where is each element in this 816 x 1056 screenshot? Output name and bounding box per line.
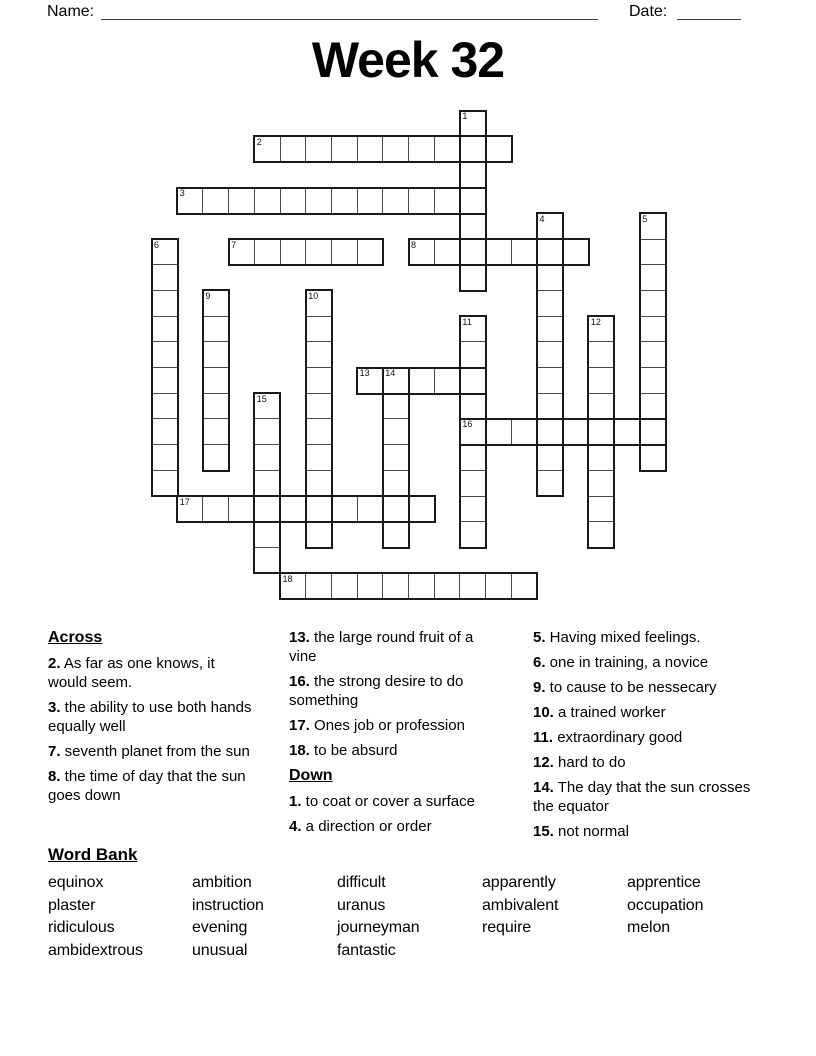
cell-number: 7 <box>231 239 237 250</box>
clue-item: 12. hard to do <box>533 754 626 771</box>
grid-cell[interactable] <box>202 367 229 394</box>
clue-item: 17. Ones job or profession <box>289 717 465 734</box>
grid-cell[interactable] <box>382 187 409 214</box>
grid-cell[interactable] <box>588 470 615 497</box>
grid-cell[interactable] <box>357 136 384 163</box>
cell-number: 5 <box>642 213 648 224</box>
word-bank-word: occupation <box>627 896 704 914</box>
word-bank-word: apparently <box>482 874 556 891</box>
grid-cell[interactable] <box>254 444 281 471</box>
grid-cell[interactable] <box>202 290 229 317</box>
grid-cell[interactable] <box>305 418 332 445</box>
grid-cell[interactable] <box>537 393 564 420</box>
grid-cell[interactable] <box>280 573 307 600</box>
word-bank-word: uranus <box>337 896 386 914</box>
clues-section-header: Across <box>48 629 103 646</box>
clue-number: 5. <box>533 629 546 646</box>
grid-cell[interactable] <box>151 367 178 394</box>
grid-cell[interactable] <box>537 444 564 471</box>
grid-cell[interactable] <box>459 418 486 445</box>
cell-number: 16 <box>462 419 473 430</box>
word-bank-word: fantastic <box>337 941 396 959</box>
word-bank-word: journeyman <box>337 919 420 937</box>
grid-cell[interactable] <box>459 367 486 394</box>
grid-cell[interactable] <box>511 418 538 445</box>
grid-cell[interactable] <box>151 316 178 343</box>
grid-cell[interactable] <box>151 444 178 471</box>
grid-cell[interactable] <box>305 341 332 368</box>
grid-cell[interactable] <box>537 470 564 497</box>
grid-cell[interactable] <box>485 573 512 600</box>
grid-cell[interactable] <box>254 470 281 497</box>
cell-number: 10 <box>308 290 319 301</box>
grid-cell[interactable] <box>254 136 281 163</box>
date-line[interactable] <box>677 1 741 20</box>
word-bank-word: ambivalent <box>482 896 559 914</box>
grid-cell[interactable] <box>382 393 409 420</box>
grid-cell[interactable] <box>434 573 461 600</box>
grid-cell[interactable] <box>357 367 384 394</box>
word-bank-word: plaster <box>48 896 96 914</box>
cell-number: 11 <box>462 316 472 327</box>
word-bank-word: ambition <box>192 874 252 891</box>
grid-cell[interactable] <box>408 239 435 266</box>
clue-item: 5. Having mixed feelings. <box>533 629 701 646</box>
word-bank-word: melon <box>627 919 671 937</box>
clue-number: 16. <box>289 673 310 690</box>
clue-column <box>48 628 256 811</box>
name-line[interactable] <box>101 1 598 20</box>
clue-item: 13. the large round fruit of a vine <box>289 629 474 665</box>
grid-cell[interactable] <box>434 239 461 266</box>
grid-cell[interactable] <box>382 418 409 445</box>
grid-cell[interactable] <box>537 367 564 394</box>
grid-cell[interactable] <box>305 187 332 214</box>
grid-cell[interactable] <box>305 521 332 548</box>
grid-cell[interactable] <box>254 547 281 574</box>
clue-number: 7. <box>48 743 61 760</box>
cell-number: 1 <box>462 111 468 121</box>
grid-cell[interactable] <box>434 367 461 394</box>
grid-cell[interactable] <box>537 418 564 445</box>
clue-item: 4. a direction or order <box>289 818 432 835</box>
clue-column <box>289 628 489 842</box>
word-bank-section <box>48 845 778 962</box>
grid-cell[interactable] <box>588 444 615 471</box>
grid-cell[interactable] <box>588 316 615 343</box>
grid-cell[interactable] <box>588 496 615 523</box>
grid-cell[interactable] <box>305 316 332 343</box>
grid-cell[interactable] <box>459 264 486 291</box>
word-bank-word: instruction <box>192 896 264 914</box>
grid-cell[interactable] <box>639 316 666 343</box>
grid-cell[interactable] <box>254 418 281 445</box>
grid-cell[interactable] <box>305 290 332 317</box>
cell-number: 14 <box>385 368 396 378</box>
clue-item: 10. a trained worker <box>533 704 666 721</box>
grid-cell[interactable] <box>459 470 486 497</box>
grid-cell[interactable] <box>639 264 666 291</box>
grid-cell[interactable] <box>280 136 307 163</box>
grid-cell[interactable] <box>305 367 332 394</box>
clue-item: 14. The day that the sun crosses the equator <box>533 779 751 815</box>
grid-cell[interactable] <box>228 187 255 214</box>
crossword-grid <box>151 110 669 602</box>
grid-cell[interactable] <box>228 496 255 523</box>
grid-cell[interactable] <box>382 444 409 471</box>
grid-cell[interactable] <box>408 367 435 394</box>
grid-cell[interactable] <box>305 573 332 600</box>
clue-number: 3. <box>48 699 61 716</box>
word-bank-word: ambidextrous <box>48 941 143 959</box>
grid-cell[interactable] <box>639 444 666 471</box>
grid-cell[interactable] <box>537 213 564 240</box>
grid-cell[interactable] <box>151 239 178 266</box>
clues-section-header: Down <box>289 767 333 784</box>
clue-item: 2. As far as one knows, it would seem. <box>48 655 215 691</box>
grid-cell[interactable] <box>305 496 332 523</box>
grid-cell[interactable] <box>151 470 178 497</box>
grid-cell[interactable] <box>459 496 486 523</box>
grid-cell[interactable] <box>151 341 178 368</box>
grid-cell[interactable] <box>537 290 564 317</box>
grid-cell[interactable] <box>151 418 178 445</box>
clue-item: 9. to cause to be nessecary <box>533 679 717 696</box>
cell-number: 3 <box>179 188 185 199</box>
grid-cell[interactable] <box>614 418 641 445</box>
grid-cell[interactable] <box>202 418 229 445</box>
grid-cell[interactable] <box>459 213 486 240</box>
grid-cell[interactable] <box>305 470 332 497</box>
grid-cell[interactable] <box>331 573 358 600</box>
grid-cell[interactable] <box>459 393 486 420</box>
grid-cell[interactable] <box>228 239 255 266</box>
grid-cell[interactable] <box>588 367 615 394</box>
clue-number: 8. <box>48 768 61 785</box>
clue-item: 16. the strong desire to do something <box>289 673 464 709</box>
clue-item: 7. seventh planet from the sun <box>48 743 250 760</box>
grid-cell[interactable] <box>459 239 486 266</box>
cell-number: 18 <box>282 573 293 584</box>
grid-cell[interactable] <box>382 573 409 600</box>
grid-cell[interactable] <box>537 264 564 291</box>
grid-cell[interactable] <box>537 316 564 343</box>
grid-cell[interactable] <box>588 521 615 548</box>
grid-cell[interactable] <box>562 418 589 445</box>
grid-cell[interactable] <box>331 496 358 523</box>
grid-cell[interactable] <box>588 341 615 368</box>
clue-number: 13. <box>289 629 310 646</box>
clue-item: 15. not normal <box>533 823 629 840</box>
clue-number: 12. <box>533 754 554 771</box>
word-bank-word: equinox <box>48 874 104 891</box>
clue-number: 14. <box>533 779 554 796</box>
grid-cell[interactable] <box>305 239 332 266</box>
clue-item: 8. the time of day that the sun goes down <box>48 768 246 804</box>
grid-cell[interactable] <box>408 496 435 523</box>
grid-cell[interactable] <box>202 316 229 343</box>
word-bank-word: require <box>482 919 532 937</box>
grid-cell[interactable] <box>305 444 332 471</box>
grid-cell[interactable] <box>485 239 512 266</box>
cell-number: 13 <box>359 368 370 378</box>
grid-cell[interactable] <box>639 213 666 240</box>
date-label: Date: <box>629 3 668 20</box>
grid-cell[interactable] <box>254 496 281 523</box>
grid-cell[interactable] <box>382 367 409 394</box>
cell-number: 15 <box>256 393 267 404</box>
grid-cell[interactable] <box>357 573 384 600</box>
grid-cell[interactable] <box>254 239 281 266</box>
grid-cell[interactable] <box>639 367 666 394</box>
grid-cell[interactable] <box>537 239 564 266</box>
cell-number: 4 <box>539 213 545 224</box>
grid-cell[interactable] <box>382 521 409 548</box>
grid-cell[interactable] <box>459 573 486 600</box>
clue-number: 4. <box>289 818 302 835</box>
grid-cell[interactable] <box>151 264 178 291</box>
grid-cell[interactable] <box>588 418 615 445</box>
grid-cell[interactable] <box>434 136 461 163</box>
clue-item: 3. the ability to use both hands equally well <box>48 699 252 735</box>
word-bank-word: apprentice <box>627 874 701 891</box>
grid-cell[interactable] <box>280 496 307 523</box>
word-bank-list <box>48 872 778 962</box>
grid-cell[interactable] <box>485 136 512 163</box>
grid-cell[interactable] <box>562 239 589 266</box>
grid-cell[interactable] <box>254 187 281 214</box>
clue-item: 11. extraordinary good <box>533 729 683 746</box>
clue-number: 17. <box>289 717 310 734</box>
clue-number: 1. <box>289 793 302 810</box>
grid-cell[interactable] <box>280 239 307 266</box>
cell-number: 8 <box>411 239 417 250</box>
grid-cell[interactable] <box>639 341 666 368</box>
grid-cell[interactable] <box>639 393 666 420</box>
grid-cell[interactable] <box>382 470 409 497</box>
grid-cell[interactable] <box>202 393 229 420</box>
grid-cell[interactable] <box>511 573 538 600</box>
grid-cell[interactable] <box>459 136 486 163</box>
grid-cell[interactable] <box>408 136 435 163</box>
grid-cell[interactable] <box>305 393 332 420</box>
grid-cell[interactable] <box>280 187 307 214</box>
clue-number: 9. <box>533 679 546 696</box>
word-bank-header: Word Bank <box>48 845 138 864</box>
cell-number: 2 <box>256 136 262 147</box>
grid-cell[interactable] <box>382 136 409 163</box>
page-title: Week 32 <box>311 32 505 88</box>
grid-cell[interactable] <box>202 341 229 368</box>
grid-cell[interactable] <box>202 496 229 523</box>
grid-cell[interactable] <box>254 393 281 420</box>
clue-number: 18. <box>289 742 310 759</box>
word-bank-word: ridiculous <box>48 919 115 937</box>
grid-cell[interactable] <box>382 496 409 523</box>
grid-cell[interactable] <box>151 393 178 420</box>
name-label: Name: <box>47 3 95 20</box>
grid-cell[interactable] <box>537 341 564 368</box>
word-bank-word: evening <box>192 919 248 937</box>
grid-cell[interactable] <box>459 187 486 214</box>
grid-cell[interactable] <box>511 239 538 266</box>
grid-cell[interactable] <box>357 187 384 214</box>
grid-cell[interactable] <box>459 444 486 471</box>
grid-cell[interactable] <box>459 110 486 137</box>
grid-cell[interactable] <box>202 444 229 471</box>
clue-number: 6. <box>533 654 546 671</box>
clue-item: 1. to coat or cover a surface <box>289 793 475 810</box>
grid-cell[interactable] <box>331 239 358 266</box>
grid-cell[interactable] <box>331 136 358 163</box>
cell-number: 17 <box>179 496 190 507</box>
clue-item: 18. to be absurd <box>289 742 398 759</box>
grid-cell[interactable] <box>459 521 486 548</box>
grid-cell[interactable] <box>177 496 204 523</box>
grid-cell[interactable] <box>639 239 666 266</box>
word-bank-word: difficult <box>337 874 386 891</box>
cell-number: 6 <box>154 239 160 250</box>
clue-number: 15. <box>533 823 554 840</box>
grid-cell[interactable] <box>485 418 512 445</box>
grid-cell[interactable] <box>639 418 666 445</box>
word-bank-word: unusual <box>192 941 248 959</box>
grid-cell[interactable] <box>434 187 461 214</box>
grid-cell[interactable] <box>459 316 486 343</box>
grid-cell[interactable] <box>588 393 615 420</box>
grid-cell[interactable] <box>357 239 384 266</box>
grid-cell[interactable] <box>305 136 332 163</box>
grid-cell[interactable] <box>331 187 358 214</box>
cell-number: 12 <box>590 316 601 327</box>
grid-cell[interactable] <box>408 573 435 600</box>
grid-cell[interactable] <box>408 187 435 214</box>
grid-cell[interactable] <box>459 341 486 368</box>
clue-item: 6. one in training, a novice <box>533 654 709 671</box>
grid-cell[interactable] <box>177 187 204 214</box>
grid-cell[interactable] <box>639 290 666 317</box>
clue-number: 2. <box>48 655 61 672</box>
grid-cell[interactable] <box>151 290 178 317</box>
clue-column <box>533 628 761 847</box>
grid-cell[interactable] <box>459 161 486 188</box>
clue-number: 11. <box>533 729 554 746</box>
grid-cell[interactable] <box>254 521 281 548</box>
grid-cell[interactable] <box>202 187 229 214</box>
grid-cell[interactable] <box>357 496 384 523</box>
cell-number: 9 <box>205 290 211 301</box>
clue-number: 10. <box>533 704 554 721</box>
